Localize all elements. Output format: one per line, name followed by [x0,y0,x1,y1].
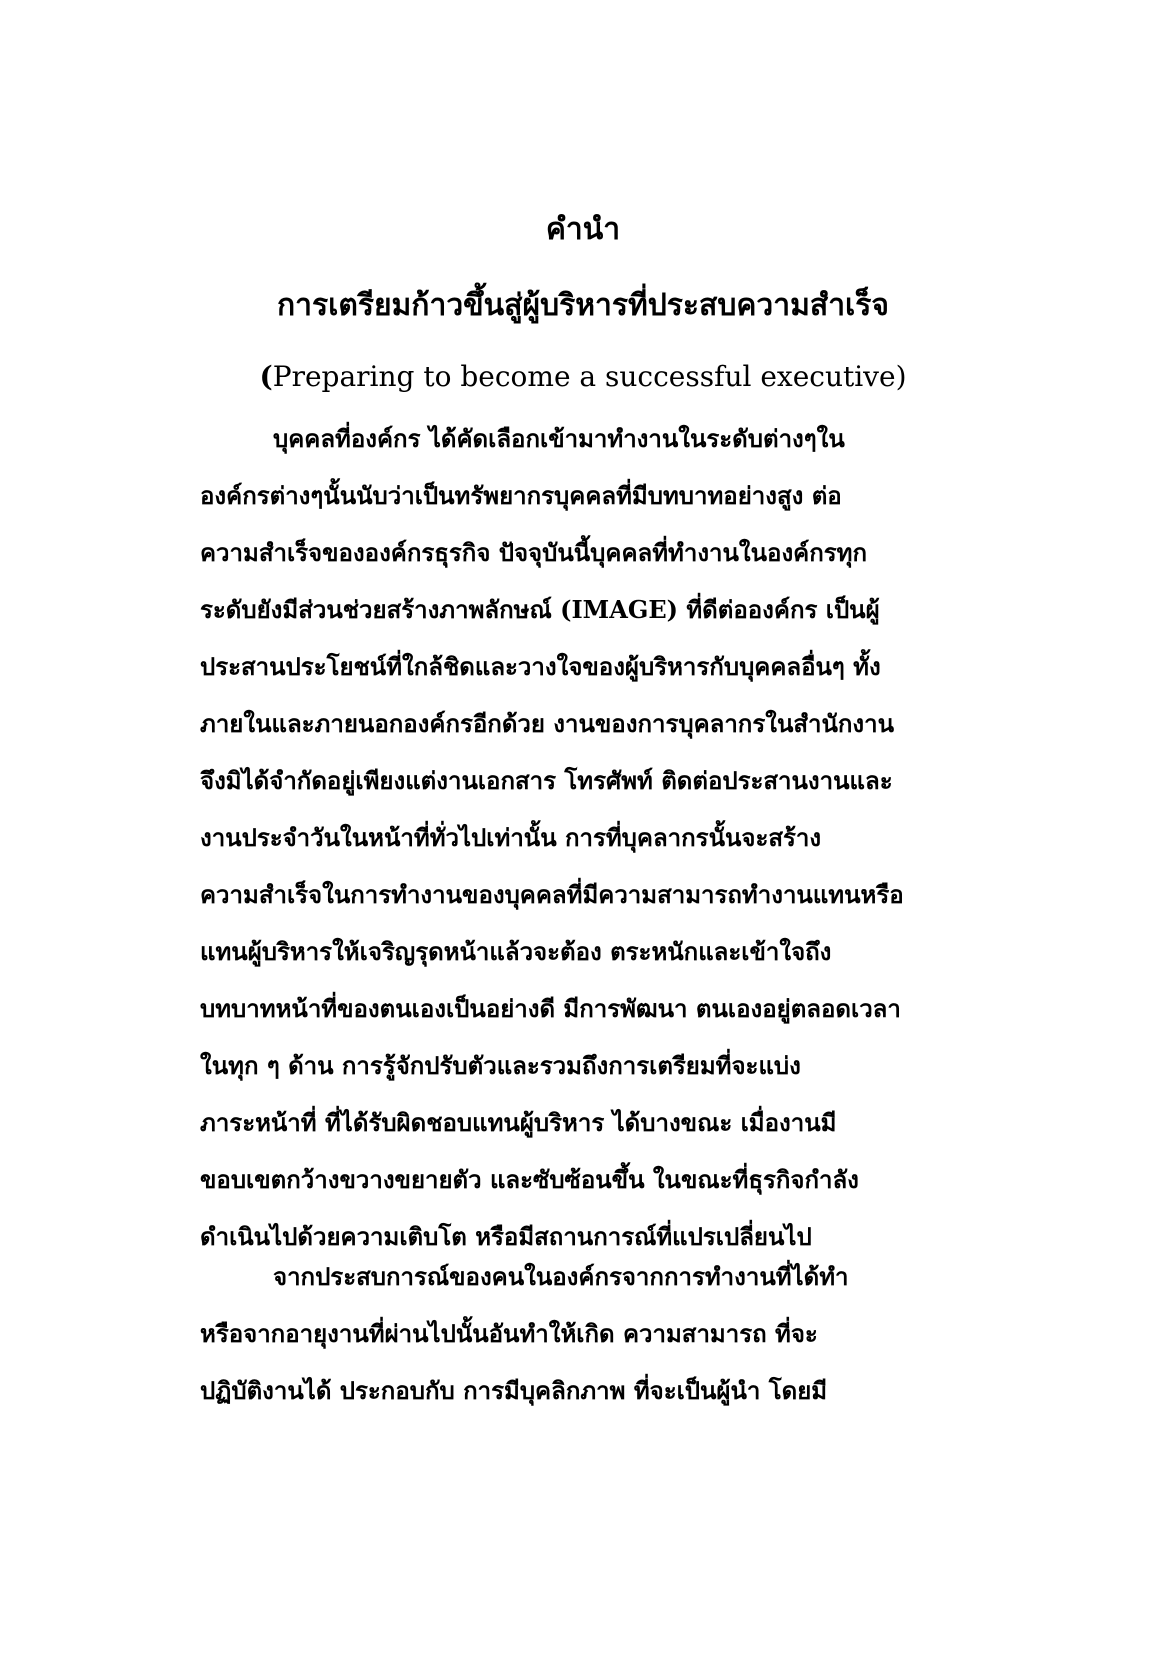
text-line: ระดับยังมีส่วนช่วยสร้างภาพลักษณ์ (IMAGE) ที่ดีต่อองค์กร เป็นผู้ [200,595,880,624]
page-title: คำนำ [545,212,621,247]
text-line: แทนผู้บริหารให้เจริญรุดหน้าแล้วจะต้อง ตระหนักและเข้าใจถึง [200,937,832,966]
text-line: ภายในและภายนอกองค์กรอีกด้วย งานของการบุคลากรในสำนักงาน [200,709,895,738]
text-line: ความสำเร็จในการทำงานของบุคคลที่มีความสามารถทำงานแทนหรือ [200,880,904,909]
page-subtitle: การเตรียมก้าวขึ้นสู่ผู้บริหารที่ประสบความสำเร็จ [276,288,889,323]
text-line: ขอบเขตกว้างขวางขยายตัว และซับซ้อนขึ้น ในขณะที่ธุรกิจกำลัง [200,1165,859,1194]
text-line: บุคคลที่องค์กร ได้คัดเลือกเข้ามาทำงานในระดับต่างๆใน [273,424,845,453]
text-line: ประสานประโยชน์ที่ใกล้ชิดและวางใจของผู้บริหารกับบุคคลอื่นๆ ทั้ง [200,652,881,681]
text-line: จากประสบการณ์ของคนในองค์กรจากการทำงานที่ได้ทำ [273,1262,849,1291]
english-subtitle-text: Preparing to become a successful executive) [272,360,907,393]
text-line: ดำเนินไปด้วยความเติบโต หรือมีสถานการณ์ที่แปรเปลี่ยนไป [200,1222,812,1251]
english-subtitle [0,355,1166,399]
paragraph-2 [200,1248,970,1419]
text-line: ความสำเร็จขององค์กรธุรกิจ ปัจจุบันนี้บุคคลที่ทำงานในองค์กรทุก [200,538,868,567]
text-line: ภาระหน้าที่ ที่ได้รับผิดชอบแทนผู้บริหาร ได้บางขณะ เมื่องานมี [200,1108,837,1137]
text-line: งานประจำวันในหน้าที่ทั่วไปเท่านั้น การที่บุคลากรนั้นจะสร้าง [200,823,822,852]
text-line: องค์กรต่างๆนั้นนับว่าเป็นทรัพยากรบุคคลที่มีบทบาทอย่างสูง ต่อ [200,481,842,510]
text-line: ในทุก ๆ ด้าน การรู้จักปรับตัวและรวมถึงการเตรียมที่จะแบ่ง [200,1051,801,1080]
text-line: ปฏิบัติงานได้ ประกอบกับ การมีบุคลิกภาพ ที่จะเป็นผู้นำ โดยมี [200,1376,828,1405]
text-line: หรือจากอายุงานที่ผ่านไปนั้นอันทำให้เกิด ความสามารถ ที่จะ [200,1319,818,1348]
english-subtitle-open-paren: ( [259,360,273,393]
text-line: บทบาทหน้าที่ของตนเองเป็นอย่างดี มีการพัฒนา ตนเองอยู่ตลอดเวลา [200,994,901,1023]
text-line: จึงมิได้จำกัดอยู่เพียงแต่งานเอกสาร โทรศัพท์ ติดต่อประสานงานและ [200,766,893,795]
paragraph-1 [200,410,970,1265]
